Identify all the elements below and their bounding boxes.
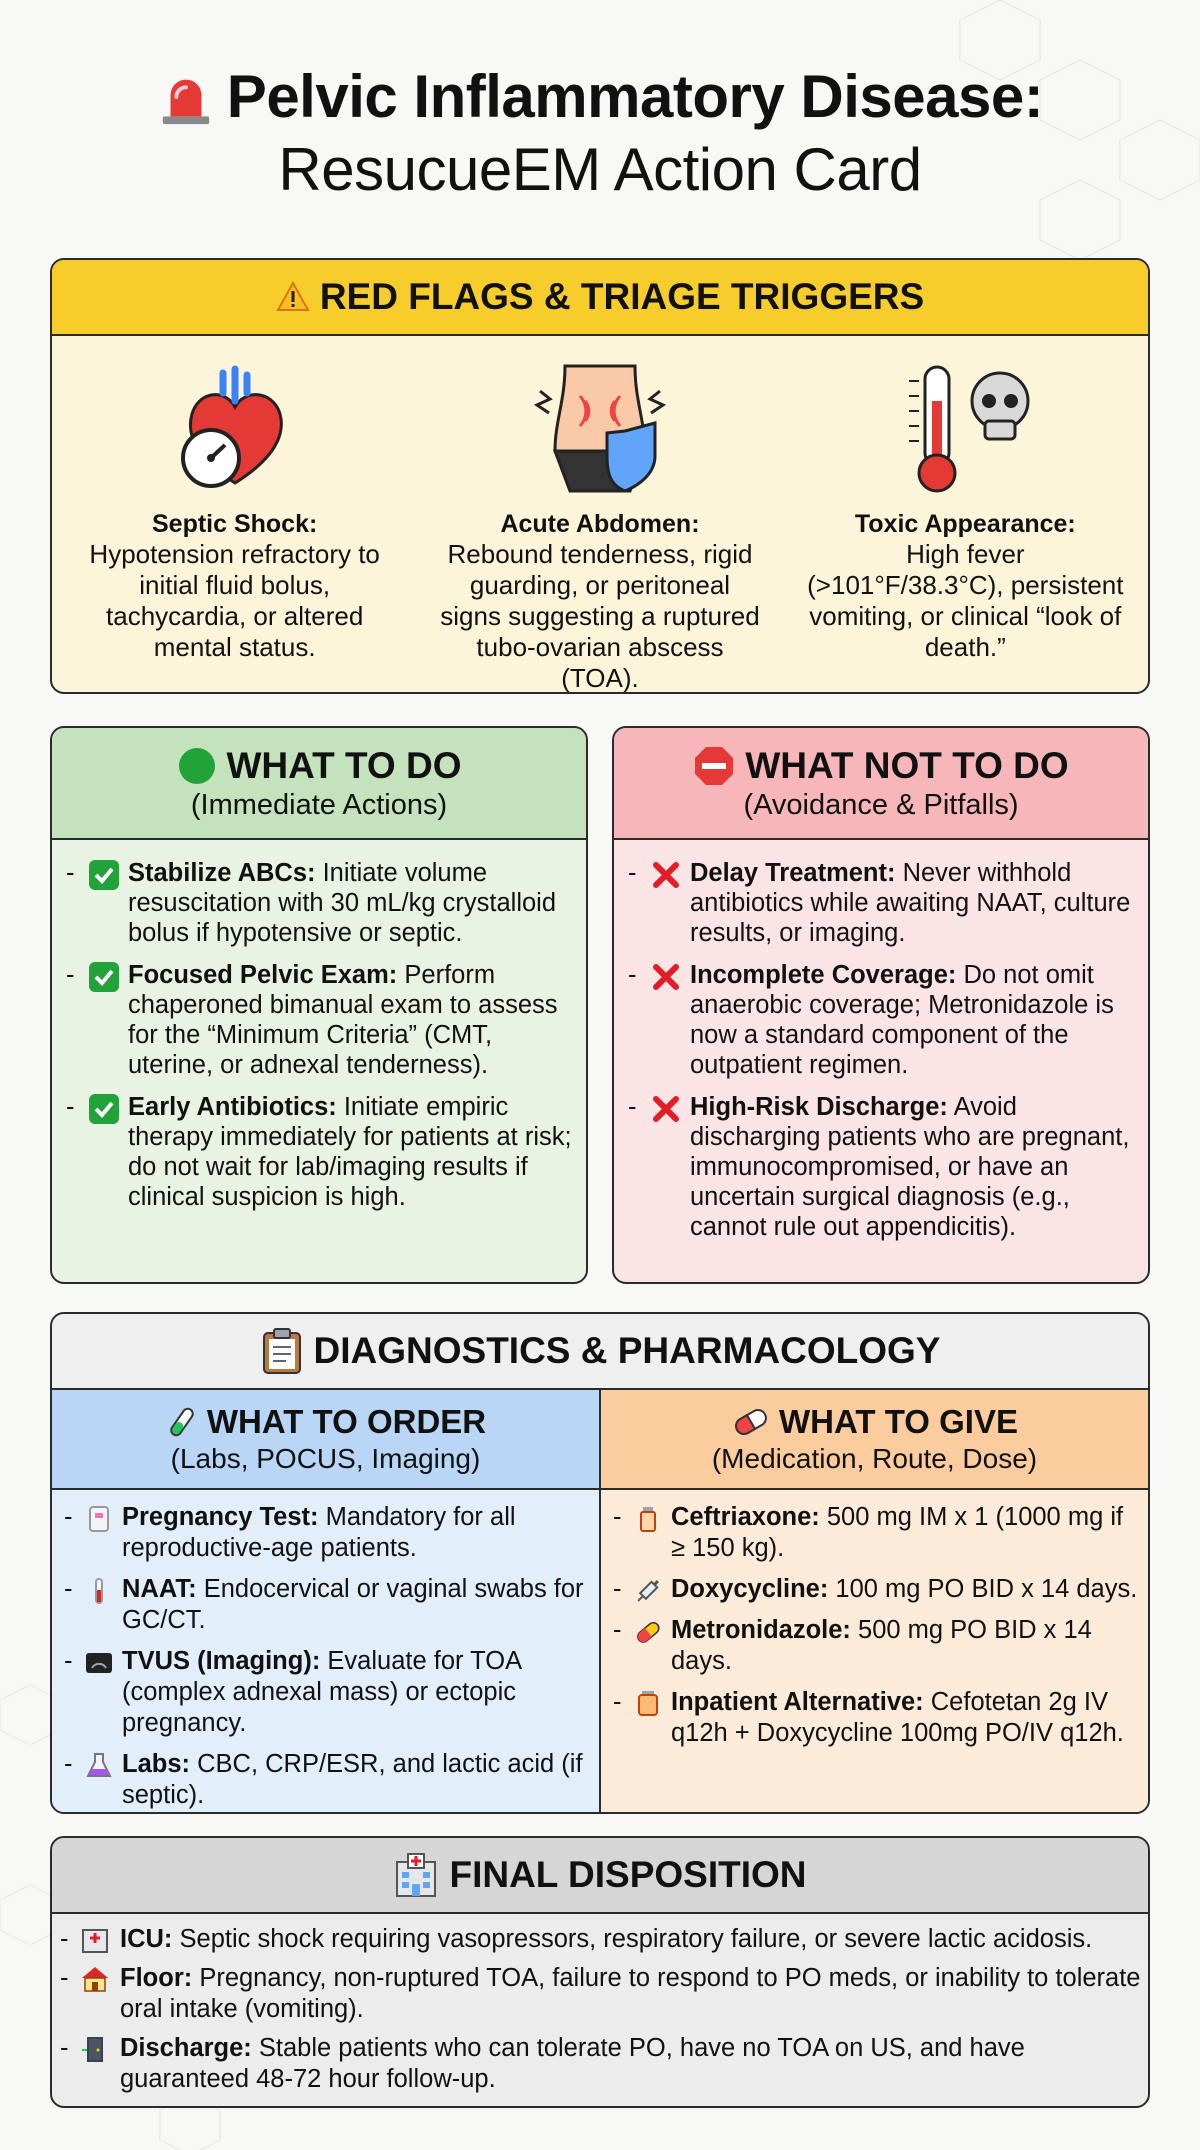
item-bold: Pregnancy Test: [122, 1503, 319, 1531]
check-icon [88, 859, 120, 891]
iv-bag-icon [633, 1689, 663, 1719]
item-bold: Inpatient Alternative: [671, 1688, 924, 1716]
flag-title: Toxic Appearance: [854, 510, 1076, 538]
list-item: - Delay Treatment: Never withhold antibiotics while awaiting NAAT, culture results, or imaging. [628, 859, 1131, 947]
list-item: - Ceftriaxone: 500 mg IM x 1 (1000 mg if ≥ 150 kg). [613, 1503, 1124, 1562]
flag-septic-shock [52, 336, 417, 692]
item-text: Perform chaperoned bimanual exam to assess for the “Minimum Criteria” (CMT, uterine, or adnexal tenderness). [128, 961, 558, 1079]
flag-text: Hypotension refractory to initial fluid bolus, tachycardia, or altered mental status. [89, 539, 380, 662]
ultrasound-icon [84, 1648, 114, 1678]
item-text: Pregnancy, non-ruptured TOA, failure to respond to PO meds, or inability to tolerate oral intake (vomiting). [120, 1964, 1141, 2023]
list-item: - Early Antibiotics: Initiate empiric therapy immediately for patients at risk; do not wait for lab/imaging results if clinical suspicion is high. [66, 1093, 572, 1211]
house-icon [80, 1964, 110, 1994]
item-text: CBC, CRP/ESR, and lactic acid (if septic). [122, 1750, 583, 1809]
list-item: - Stabilize ABCs: Initiate volume resuscitation with 30 mL/kg crystalloid bolus if hypotensive or septic. [66, 859, 557, 947]
vial-icon [633, 1504, 663, 1534]
disposition-header [52, 1838, 1148, 1914]
what-not-to-do-title: WHAT NOT TO DO [745, 744, 1069, 786]
cross-icon [650, 961, 682, 993]
item-text: Stable patients who can tolerate PO, have no TOA on US, and have guaranteed 48-72 hour follow-up. [120, 2034, 1025, 2093]
flag-text: High fever (>101°F/38.3°C), persistent vomiting, or clinical “look of death.” [807, 539, 1124, 662]
diagnostics-header [52, 1314, 1148, 1390]
item-bold: Delay Treatment: [690, 859, 896, 887]
list-item: - High-Risk Discharge: Avoid discharging patients who are pregnant, immunocompromised, or have an uncertain surgical diagnosis (e.g., cannot rule out appendicitis). [628, 1093, 1130, 1241]
warning-icon [276, 280, 310, 314]
title-block [50, 0, 1150, 245]
list-item: - ICU: Septic shock requiring vasopressors, respiratory failure, or severe lactic acidosis. [60, 1925, 1093, 1953]
flask-icon [84, 1751, 114, 1781]
page-subtitle: ResucueEM Action Card [278, 136, 922, 203]
what-to-do-title: WHAT TO DO [226, 744, 462, 786]
red-flags-card [50, 258, 1150, 694]
what-to-order-panel [52, 1390, 599, 1812]
item-text: Endocervical or vaginal swabs for GC/CT. [122, 1575, 584, 1634]
item-text: 100 mg PO BID x 14 days. [828, 1575, 1138, 1603]
what-to-order-subtitle: (Labs, POCUS, Imaging) [170, 1443, 481, 1474]
check-icon [88, 1093, 120, 1125]
green-circle-icon [177, 746, 217, 786]
list-item: - Incomplete Coverage: Do not omit anaerobic coverage; Metronidazole is now a standard component of the outpatient regimen. [628, 961, 1114, 1079]
what-to-give-title: WHAT TO GIVE [779, 1403, 1018, 1440]
what-not-to-do-subtitle: (Avoidance & Pitfalls) [743, 788, 1019, 821]
item-bold: Stabilize ABCs: [128, 859, 316, 887]
flag-title: Acute Abdomen: [500, 510, 700, 538]
item-bold: Focused Pelvic Exam: [128, 961, 398, 989]
pregnancy-test-icon [84, 1504, 114, 1534]
item-text: Initiate empiric therapy immediately for patients at risk; do not wait for lab/imaging results if clinical suspicion is high. [128, 1093, 572, 1211]
item-bold: Discharge: [120, 2034, 252, 2062]
what-to-order-header [52, 1390, 599, 1490]
list-item: - Discharge: Stable patients who can tolerate PO, have no TOA on US, and have guaranteed 48-72 hour follow-up. [60, 2034, 1025, 2093]
what-not-to-do-card [612, 726, 1150, 1284]
item-bold: Incomplete Coverage: [690, 961, 957, 989]
item-text: Cefotetan 2g IV q12h + Doxycycline 100mg PO/IV q12h. [671, 1688, 1124, 1747]
item-text: Evaluate for TOA (complex adnexal mass) or ectopic pregnancy. [122, 1647, 521, 1737]
item-text: Do not omit anaerobic coverage; Metronidazole is now a standard component of the outpatient regimen. [690, 961, 1114, 1079]
stop-sign-icon [693, 745, 735, 787]
flag-toxic-appearance [783, 336, 1148, 692]
hospital-icon [393, 1852, 439, 1898]
item-bold: Floor: [120, 1964, 193, 1992]
what-to-do-card [50, 726, 588, 1284]
list-item: - Pregnancy Test: Mandatory for all reproductive-age patients. [64, 1503, 516, 1562]
door-icon [80, 2034, 110, 2064]
page-title: Pelvic Inflammatory Disease: [226, 63, 1044, 130]
pill-icon [731, 1405, 771, 1439]
what-to-do-subtitle: (Immediate Actions) [190, 788, 448, 821]
what-to-order-title: WHAT TO ORDER [206, 1403, 487, 1440]
capsule-icon [633, 1617, 663, 1647]
item-bold: TVUS (Imaging): [122, 1647, 321, 1675]
test-tube-icon [165, 1405, 199, 1439]
disposition-card [50, 1836, 1150, 2108]
item-bold: Early Antibiotics: [128, 1093, 337, 1121]
syringe-icon [633, 1576, 663, 1606]
abdomen-pain-icon [525, 361, 675, 496]
heart-gauge-icon [175, 363, 295, 493]
list-item: - Labs: CBC, CRP/ESR, and lactic acid (if septic). [64, 1750, 583, 1809]
diagnostics-card [50, 1312, 1150, 1814]
what-to-give-subtitle: (Medication, Route, Dose) [711, 1443, 1038, 1474]
cross-icon [650, 859, 682, 891]
siren-icon [157, 68, 215, 126]
flag-text: Rebound tenderness, rigid guarding, or peritoneal signs suggesting a ruptured tubo-ovarian abscess (TOA). [440, 539, 760, 693]
list-item: - Inpatient Alternative: Cefotetan 2g IV q12h + Doxycycline 100mg PO/IV q12h. [613, 1688, 1124, 1747]
list-item: - Focused Pelvic Exam: Perform chaperoned bimanual exam to assess for the “Minimum Criteria” (CMT, uterine, or adnexal tenderness). [66, 961, 558, 1079]
item-text: 500 mg PO BID x 14 days. [671, 1616, 1092, 1675]
clipboard-icon [260, 1327, 304, 1375]
red-flags-header [52, 260, 1148, 336]
item-bold: ICU: [120, 1925, 173, 1953]
item-text: Mandatory for all reproductive-age patients. [122, 1503, 516, 1562]
disposition-title: FINAL DISPOSITION [449, 1854, 807, 1895]
red-flags-title: RED FLAGS & TRIAGE TRIGGERS [319, 276, 925, 317]
icu-icon [80, 1925, 110, 1955]
item-bold: Labs: [122, 1750, 191, 1778]
what-to-give-header [601, 1390, 1148, 1490]
item-text: Initiate volume resuscitation with 30 mL/kg crystalloid bolus if hypotensive or septic. [128, 859, 557, 947]
item-bold: High-Risk Discharge: [690, 1093, 948, 1121]
flag-title: Septic Shock: [152, 510, 318, 538]
item-text: Septic shock requiring vasopressors, respiratory failure, or severe lactic acidosis. [172, 1925, 1093, 1953]
item-bold: NAAT: [122, 1575, 197, 1603]
what-to-do-header [52, 728, 586, 840]
item-text: Never withhold antibiotics while awaiting NAAT, culture results, or imaging. [690, 859, 1131, 947]
check-icon [88, 961, 120, 993]
list-item: - NAAT: Endocervical or vaginal swabs for GC/CT. [64, 1575, 584, 1634]
item-bold: Ceftriaxone: [671, 1503, 820, 1531]
list-item: - Doxycycline: 100 mg PO BID x 14 days. [613, 1574, 1138, 1605]
list-item: - Floor: Pregnancy, non-ruptured TOA, failure to respond to PO meds, or inability to tolerate oral intake (vomiting). [60, 1964, 1141, 2023]
list-item: - Metronidazole: 500 mg PO BID x 14 days. [613, 1616, 1092, 1675]
diagnostics-title: DIAGNOSTICS & PHARMACOLOGY [313, 1330, 941, 1371]
what-not-to-do-header [614, 728, 1148, 840]
item-bold: Doxycycline: [671, 1575, 829, 1603]
item-bold: Metronidazole: [671, 1616, 851, 1644]
what-to-give-panel [599, 1390, 1148, 1812]
swab-tube-icon [84, 1576, 114, 1606]
list-item: - TVUS (Imaging): Evaluate for TOA (complex adnexal mass) or ectopic pregnancy. [64, 1647, 521, 1737]
item-text: Avoid discharging patients who are pregnant, immunocompromised, or have an uncertain surgical diagnosis (e.g., cannot rule out appendicitis). [690, 1093, 1130, 1241]
cross-icon [650, 1093, 682, 1125]
thermometer-skull-icon [895, 361, 1035, 496]
flag-acute-abdomen [417, 336, 782, 692]
item-text: 500 mg IM x 1 (1000 mg if ≥ 150 kg). [671, 1503, 1124, 1562]
